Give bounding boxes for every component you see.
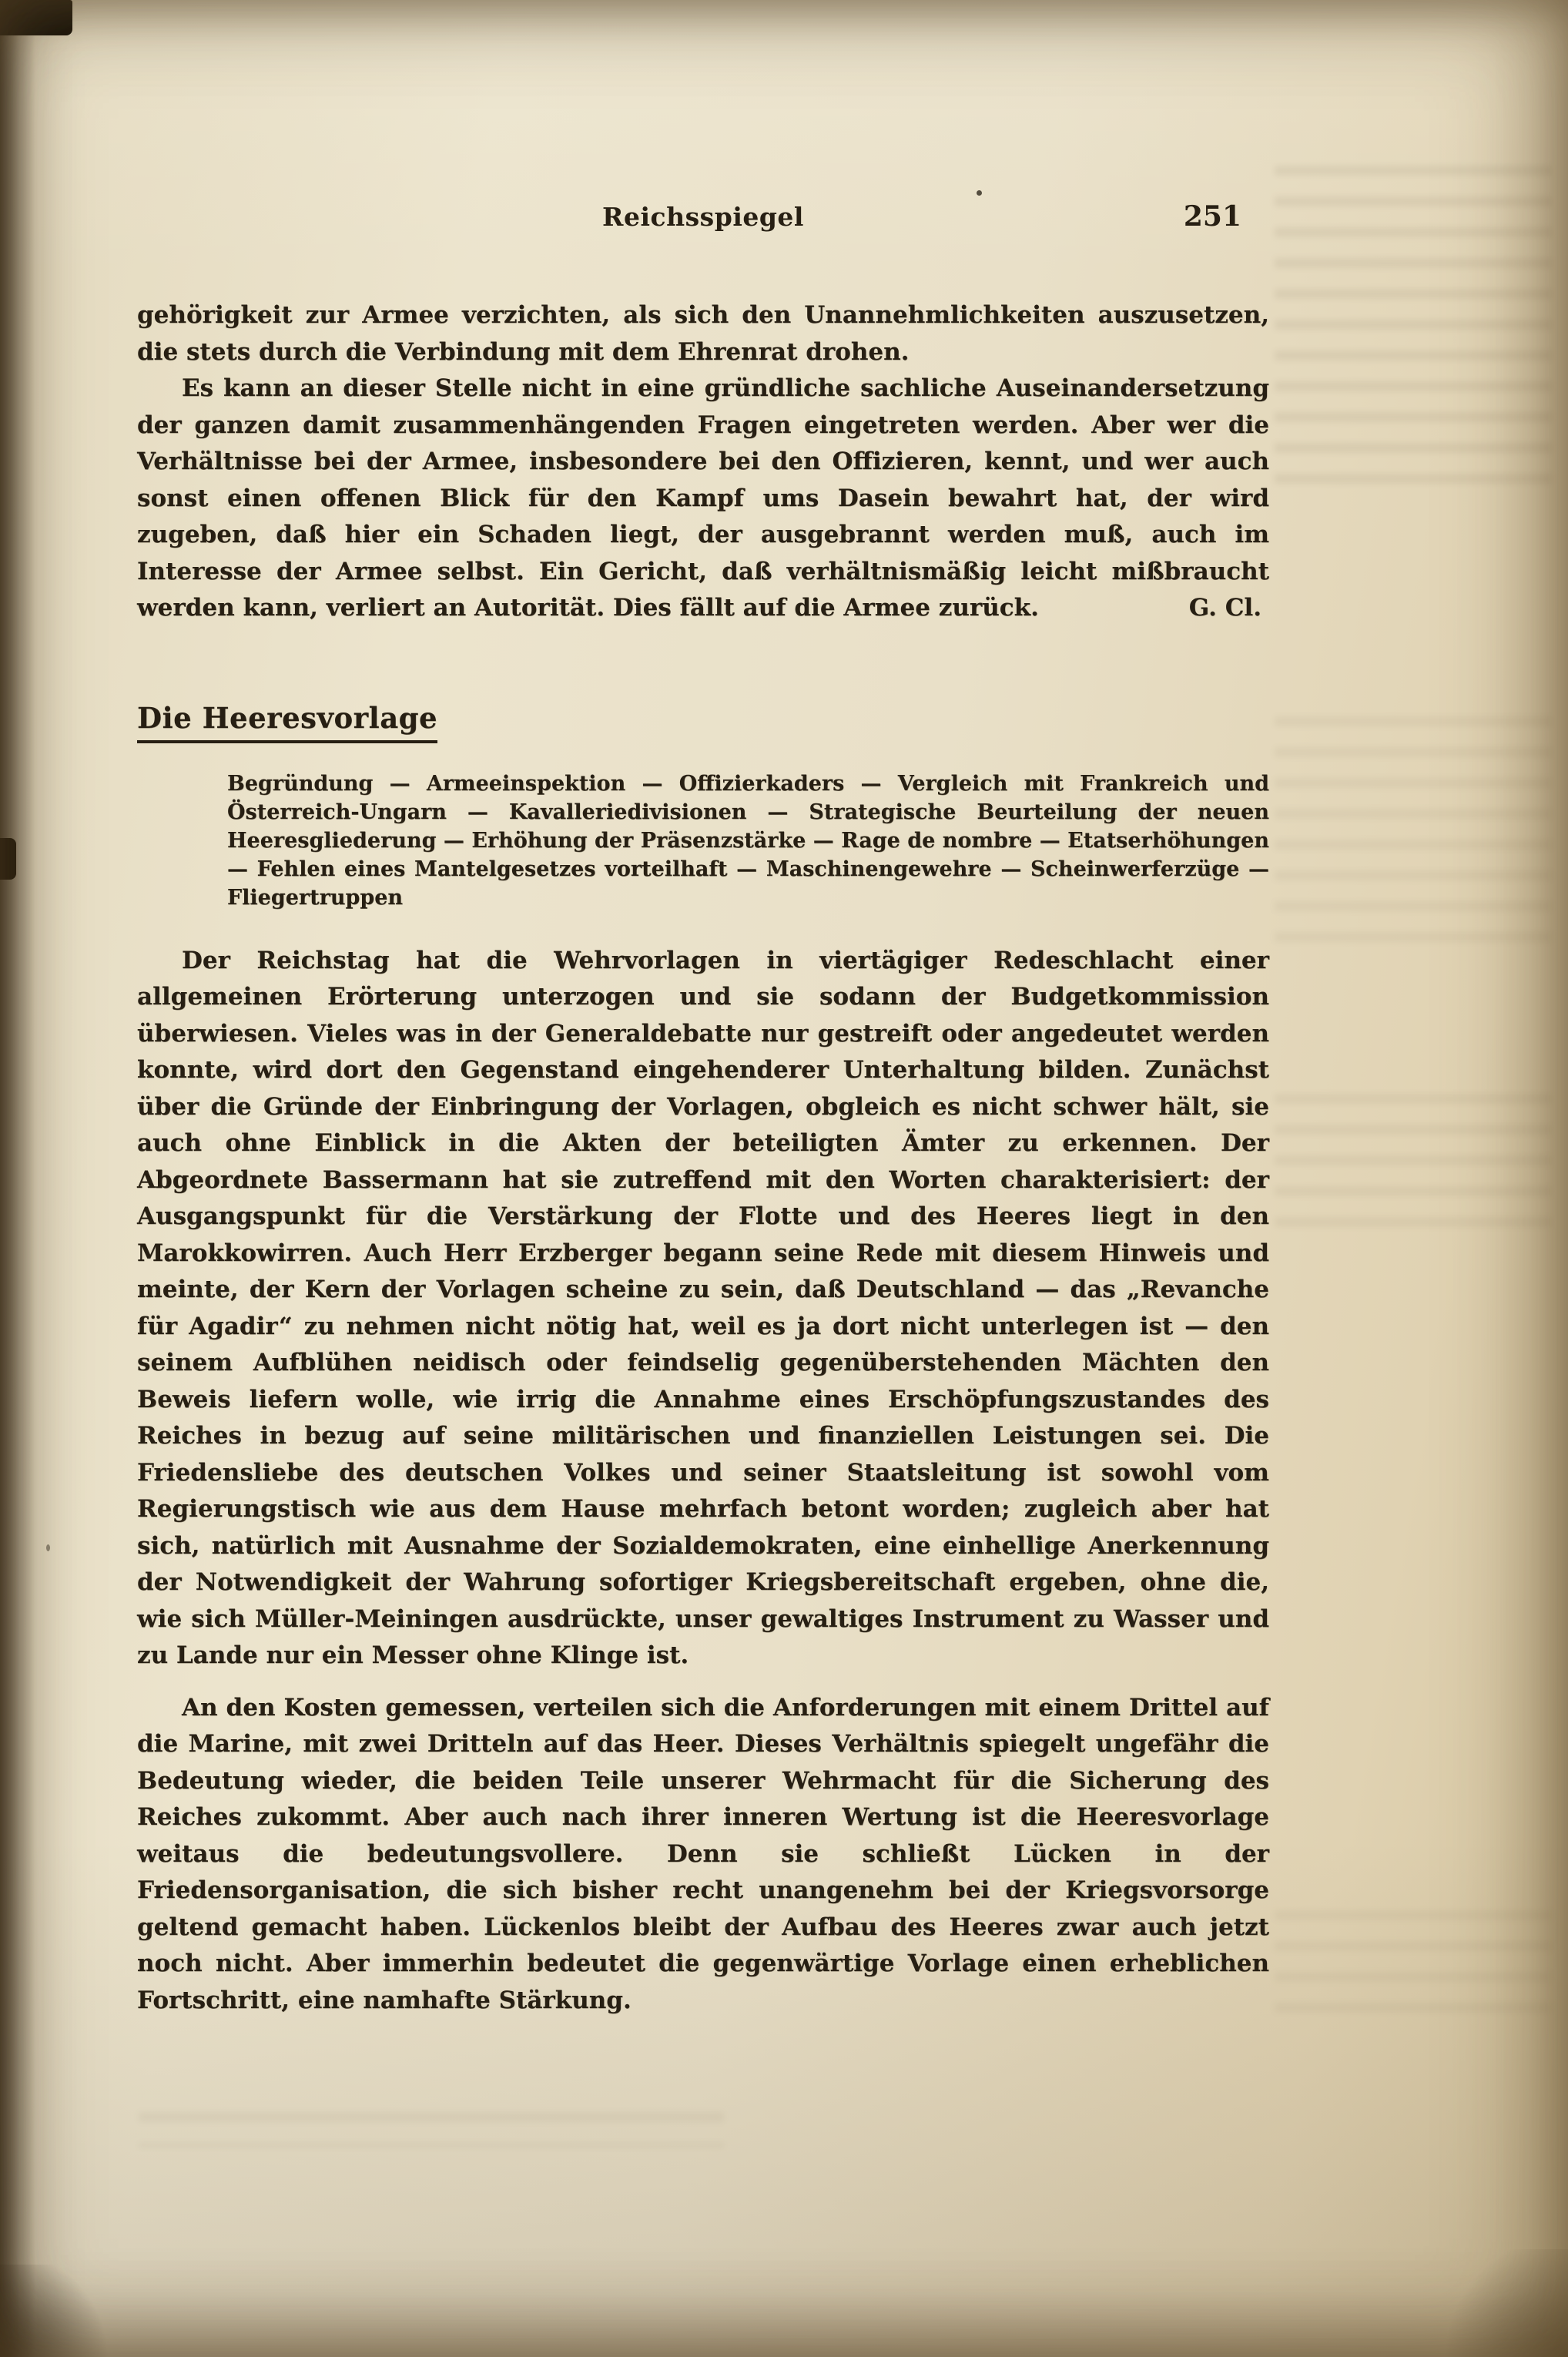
body-paragraph: An den Kosten gemessen, verteilen sich die Anforderungen mit einem Drittel auf die Marine, mit zwei Dritteln auf das Heer. Dieses Verhältnis spiegelt ungefähr die Bedeutung wieder, die beiden Teile unserer Wehrmacht für die Sicherung des Reiches zukommt. Aber auch nach ihrer inneren Wertung ist die Heeresvorlage weitaus die bedeutungsvollere. Denn sie schließt Lücken in der Friedensorganisation, die sich bisher recht unangenehm bei der Kriegsvorsorge geltend gemacht haben. Lückenlos bleibt der Aufbau des Heeres zwar auch jetzt noch nicht. Aber immerhin bedeutet die gegenwärtige Vorlage einen erheblichen Fortschritt, eine namhafte Stärkung. [137, 1693, 1269, 2014]
page-number: 251 [1183, 200, 1241, 233]
bleedthrough-texture [1275, 716, 1552, 947]
bleedthrough-texture [139, 2112, 724, 2147]
closing-paragraph: Es kann an dieser Stelle nicht in eine gründliche sachliche Auseinandersetzung der ganzen damit zusammenhängenden Fragen eingetreten werden. Aber wer die Verhältnisse bei der Armee, insbesondere bei den Offizieren, kennt, und wer auch sonst einen offenen Blick für den Kampf ums Dasein bewahrt hat, der wird zugeben, daß hier ein Schaden liegt, der ausgebrannt werden muß, auch im Interesse der Armee selbst. Ein Gericht, daß verhältnismäßig leicht mißbraucht werden kann, verliert an Autorität. Dies fällt auf die Armee zurück. [137, 374, 1269, 622]
body-paragraph: Der Reichstag hat die Wehrvorlagen in viertägiger Redeschlacht einer allgemeinen Erörterung unterzogen und sie sodann der Budgetkommission überwiesen. Vieles was in der Generaldebatte nur gestreift oder angedeutet werden konnte, wird dort den Gegenstand eingehenderer Unterhaltung bilden. Zunächst über die Gründe der Einbringung der Vorlagen, obgleich es nicht schwer hält, sie auch ohne Einblick in die Akten der beteiligten Ämter zu erkennen. Der Abgeordnete Bassermann hat sie zutreffend mit den Worten charakterisiert: der Ausgangspunkt für die Verstärkung der Flotte und des Heeres liegt in den Marokkowirren. Auch Herr Erzberger begann seine Rede mit diesem Hinweis und meinte, der Kern der Vorlagen scheine zu sein, daß Deutschland — das „Revanche für Agadir“ zu nehmen nicht nötig hat, weil es ja dort nicht unterlegen ist — den seinem Aufblühen neidisch oder feindselig gegenüberstehenden Mächten den Beweis liefern wolle, wie irrig die Annahme eines Erschöpfungszustandes des Reiches in bezug auf seine militärischen und finanziellen Leistungen sei. Die Friedensliebe des deutschen Volkes und seiner Staatsleitung ist sowohl vom Regierungstisch wie aus dem Hause mehrfach betont worden; zugleich aber hat sich, natürlich mit Ausnahme der Sozialdemokraten, eine einhellige Anerkennung der Notwendigkeit der Wahrung sofortiger Kriegsbereitschaft ergeben, ohne die, wie sich Müller-Meiningen ausdrückte, unser gewaltiges Instrument zu Wasser und zu Lande nur ein Messer ohne Klinge ist. [137, 946, 1269, 1669]
binding-shadow [0, 0, 35, 2357]
bleedthrough-texture [1275, 166, 1552, 497]
closing-paragraph-wrap [137, 370, 1269, 627]
section-heading: Die Heeresvorlage [137, 701, 437, 743]
corner-shadow [1429, 2249, 1568, 2357]
corner-mark [0, 0, 72, 35]
ink-speck [46, 1544, 50, 1551]
ink-speck [977, 190, 982, 196]
page-text-block [137, 202, 1269, 2019]
author-signature: G. Cl. [1188, 594, 1261, 622]
running-title: Reichsspiegel [602, 202, 804, 232]
bleedthrough-texture [1275, 1094, 1552, 1248]
continuation-paragraph: gehörigkeit zur Armee verzichten, als sich den Unannehmlichkeiten auszusetzen, die stets durch die Verbindung mit dem Ehrenrat drohen. [137, 301, 1269, 366]
edge-mark [0, 838, 16, 880]
bleedthrough-texture [1275, 1910, 1552, 2033]
page-header [137, 202, 1269, 237]
corner-shadow [0, 2265, 123, 2357]
section-summary: Begründung — Armeeinspektion — Offizierkaders — Vergleich mit Frankreich und Österreich-Ungarn — Kavalleriedivisionen — Strategische Beurteilung der neuen Heeresgliederung — Erhöhung der Präsenzstärke — Rage de nombre — Etatserhöhungen — Fehlen eines Mantelgesetzes vorteilhaft — Maschinengewehre — Scheinwerferzüge — Fliegertruppen [227, 771, 1269, 910]
